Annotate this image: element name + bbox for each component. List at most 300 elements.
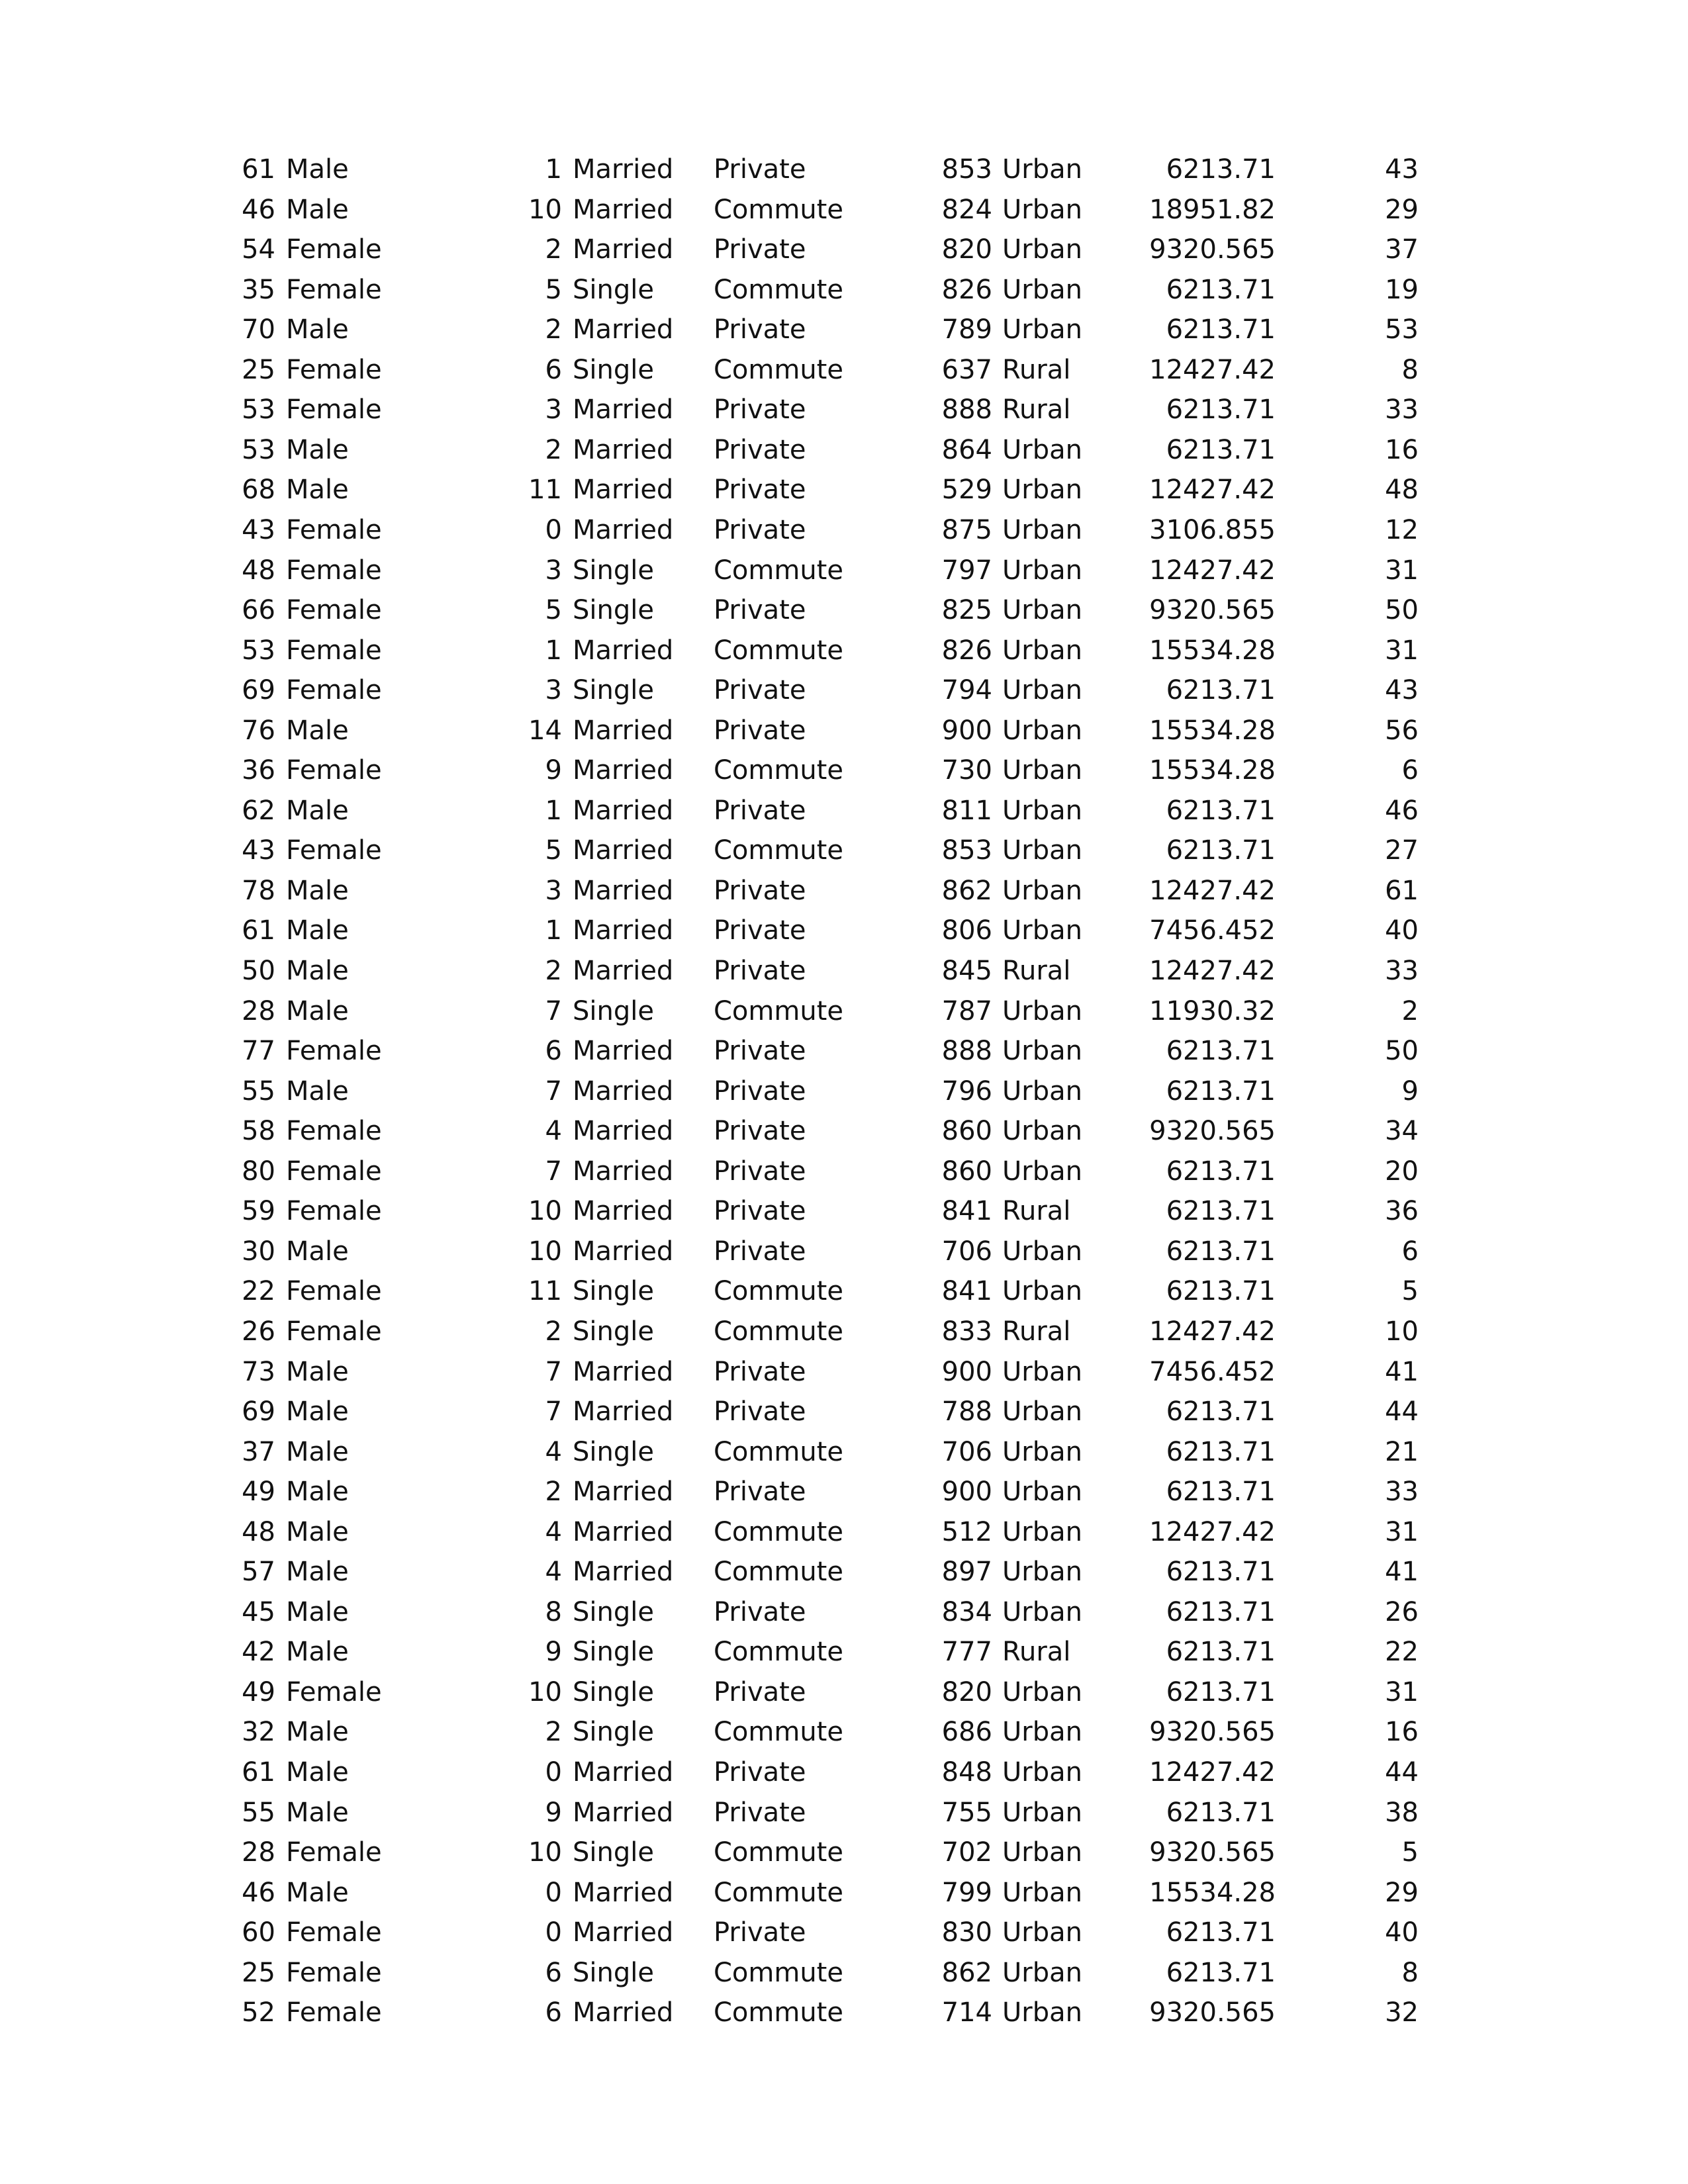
- gender-cell: Female: [286, 835, 382, 866]
- table-row: [0, 751, 1688, 791]
- table-row: [0, 1752, 1688, 1793]
- amount-cell: 6213.71: [1166, 1196, 1276, 1227]
- score-cell: 860: [941, 1116, 992, 1147]
- age-cell: 55: [242, 1797, 275, 1828]
- table-row: [0, 510, 1688, 551]
- age-cell: 54: [242, 234, 275, 265]
- marital-status-cell: Single: [573, 1957, 654, 1988]
- age-cell: 77: [242, 1036, 275, 1067]
- marital-status-cell: Married: [573, 835, 674, 866]
- amount-cell: 15534.28: [1149, 1877, 1276, 1908]
- amount-cell: 6213.71: [1166, 274, 1276, 305]
- age-cell: 49: [242, 1477, 275, 1508]
- marital-status-cell: Married: [573, 234, 674, 265]
- marital-status-cell: Married: [573, 915, 674, 946]
- score-cell: 900: [941, 1477, 992, 1508]
- score-cell: 706: [941, 1436, 992, 1467]
- years-cell: 7: [545, 995, 562, 1026]
- area-cell: Urban: [1002, 1837, 1082, 1868]
- amount-cell: 6213.71: [1166, 314, 1276, 345]
- area-cell: Urban: [1002, 715, 1082, 746]
- years-cell: 0: [545, 1877, 562, 1908]
- area-cell: Urban: [1002, 635, 1082, 666]
- table-row: [0, 831, 1688, 871]
- years-cell: 2: [545, 1717, 562, 1748]
- amount-cell: 18951.82: [1149, 194, 1276, 225]
- count-cell: 5: [1401, 1837, 1419, 1868]
- score-cell: 797: [941, 555, 992, 586]
- score-cell: 848: [941, 1757, 992, 1788]
- count-cell: 56: [1385, 715, 1419, 746]
- count-cell: 21: [1385, 1436, 1419, 1467]
- marital-status-cell: Married: [573, 1356, 674, 1387]
- table-row: [0, 991, 1688, 1032]
- count-cell: 16: [1385, 1717, 1419, 1748]
- table-row: [0, 310, 1688, 350]
- years-cell: 4: [545, 1116, 562, 1147]
- gender-cell: Female: [286, 394, 382, 426]
- area-cell: Urban: [1002, 1116, 1082, 1147]
- area-cell: Rural: [1002, 956, 1071, 986]
- amount-cell: 6213.71: [1166, 394, 1276, 426]
- area-cell: Urban: [1002, 194, 1082, 225]
- marital-status-cell: Married: [573, 875, 674, 906]
- area-cell: Urban: [1002, 1957, 1082, 1988]
- gender-cell: Male: [286, 1396, 349, 1428]
- gender-cell: Female: [286, 1997, 382, 2028]
- age-cell: 46: [242, 1877, 275, 1908]
- years-cell: 11: [528, 1276, 562, 1307]
- count-cell: 20: [1385, 1156, 1419, 1187]
- score-cell: 900: [941, 715, 992, 746]
- score-cell: 706: [941, 1236, 992, 1267]
- score-cell: 702: [941, 1837, 992, 1868]
- score-cell: 789: [941, 314, 992, 345]
- gender-cell: Female: [286, 354, 382, 385]
- age-cell: 48: [242, 1516, 275, 1547]
- marital-status-cell: Single: [573, 595, 654, 626]
- count-cell: 19: [1385, 274, 1419, 305]
- count-cell: 44: [1385, 1757, 1419, 1788]
- age-cell: 66: [242, 595, 275, 626]
- area-cell: Urban: [1002, 1477, 1082, 1508]
- count-cell: 38: [1385, 1797, 1419, 1828]
- transport-cell: Commute: [714, 1957, 843, 1988]
- table-row: [0, 711, 1688, 751]
- marital-status-cell: Married: [573, 1877, 674, 1908]
- amount-cell: 12427.42: [1149, 354, 1276, 385]
- score-cell: 888: [941, 394, 992, 426]
- count-cell: 31: [1385, 1516, 1419, 1547]
- gender-cell: Female: [286, 1957, 382, 1988]
- transport-cell: Private: [714, 1757, 806, 1788]
- amount-cell: 6213.71: [1166, 1477, 1276, 1508]
- gender-cell: Male: [286, 154, 349, 185]
- table-row: [0, 390, 1688, 430]
- marital-status-cell: Married: [573, 194, 674, 225]
- years-cell: 6: [545, 1036, 562, 1067]
- table-row: [0, 1271, 1688, 1312]
- years-cell: 10: [528, 1837, 562, 1868]
- count-cell: 53: [1385, 314, 1419, 345]
- years-cell: 7: [545, 1356, 562, 1387]
- transport-cell: Private: [714, 1676, 806, 1707]
- score-cell: 806: [941, 915, 992, 946]
- area-cell: Urban: [1002, 1516, 1082, 1547]
- marital-status-cell: Married: [573, 314, 674, 345]
- years-cell: 9: [545, 1797, 562, 1828]
- years-cell: 10: [528, 194, 562, 225]
- age-cell: 46: [242, 194, 275, 225]
- score-cell: 730: [941, 755, 992, 786]
- score-cell: 875: [941, 514, 992, 545]
- marital-status-cell: Married: [573, 394, 674, 426]
- count-cell: 33: [1385, 956, 1419, 986]
- years-cell: 1: [545, 795, 562, 826]
- years-cell: 7: [545, 1075, 562, 1107]
- age-cell: 69: [242, 1396, 275, 1428]
- area-cell: Urban: [1002, 1436, 1082, 1467]
- age-cell: 53: [242, 434, 275, 465]
- marital-status-cell: Married: [573, 755, 674, 786]
- years-cell: 2: [545, 314, 562, 345]
- area-cell: Urban: [1002, 1757, 1082, 1788]
- transport-cell: Commute: [714, 1997, 843, 2028]
- table-row: [0, 230, 1688, 270]
- area-cell: Urban: [1002, 1356, 1082, 1387]
- score-cell: 686: [941, 1717, 992, 1748]
- area-cell: Urban: [1002, 675, 1082, 706]
- area-cell: Urban: [1002, 1997, 1082, 2028]
- amount-cell: 3106.855: [1149, 514, 1276, 545]
- transport-cell: Private: [714, 675, 806, 706]
- area-cell: Urban: [1002, 314, 1082, 345]
- age-cell: 43: [242, 835, 275, 866]
- amount-cell: 6213.71: [1166, 1276, 1276, 1307]
- score-cell: 841: [941, 1196, 992, 1227]
- age-cell: 53: [242, 394, 275, 426]
- amount-cell: 11930.32: [1149, 995, 1276, 1026]
- area-cell: Urban: [1002, 1797, 1082, 1828]
- score-cell: 834: [941, 1596, 992, 1627]
- area-cell: Urban: [1002, 795, 1082, 826]
- score-cell: 826: [941, 635, 992, 666]
- marital-status-cell: Single: [573, 1637, 654, 1668]
- years-cell: 0: [545, 514, 562, 545]
- transport-cell: Private: [714, 475, 806, 506]
- score-cell: 888: [941, 1036, 992, 1067]
- amount-cell: 12427.42: [1149, 1757, 1276, 1788]
- count-cell: 31: [1385, 635, 1419, 666]
- age-cell: 68: [242, 475, 275, 506]
- score-cell: 637: [941, 354, 992, 385]
- marital-status-cell: Single: [573, 1717, 654, 1748]
- age-cell: 26: [242, 1316, 275, 1347]
- age-cell: 42: [242, 1637, 275, 1668]
- amount-cell: 6213.71: [1166, 1396, 1276, 1428]
- table-row: [0, 551, 1688, 591]
- transport-cell: Private: [714, 795, 806, 826]
- count-cell: 48: [1385, 475, 1419, 506]
- score-cell: 897: [941, 1557, 992, 1588]
- transport-cell: Private: [714, 1396, 806, 1428]
- gender-cell: Male: [286, 314, 349, 345]
- area-cell: Urban: [1002, 234, 1082, 265]
- gender-cell: Female: [286, 1276, 382, 1307]
- transport-cell: Commute: [714, 1717, 843, 1748]
- transport-cell: Private: [714, 1116, 806, 1147]
- area-cell: Urban: [1002, 995, 1082, 1026]
- amount-cell: 7456.452: [1149, 915, 1276, 946]
- marital-status-cell: Single: [573, 1436, 654, 1467]
- marital-status-cell: Single: [573, 995, 654, 1026]
- years-cell: 4: [545, 1557, 562, 1588]
- marital-status-cell: Single: [573, 354, 654, 385]
- score-cell: 714: [941, 1997, 992, 2028]
- count-cell: 6: [1401, 755, 1419, 786]
- amount-cell: 12427.42: [1149, 1516, 1276, 1547]
- transport-cell: Private: [714, 1596, 806, 1627]
- amount-cell: 6213.71: [1166, 1236, 1276, 1267]
- score-cell: 820: [941, 234, 992, 265]
- amount-cell: 9320.565: [1149, 1997, 1276, 2028]
- gender-cell: Male: [286, 1477, 349, 1508]
- marital-status-cell: Married: [573, 1557, 674, 1588]
- count-cell: 44: [1385, 1396, 1419, 1428]
- area-cell: Urban: [1002, 475, 1082, 506]
- area-cell: Urban: [1002, 755, 1082, 786]
- years-cell: 9: [545, 755, 562, 786]
- transport-cell: Private: [714, 314, 806, 345]
- transport-cell: Commute: [714, 555, 843, 586]
- age-cell: 76: [242, 715, 275, 746]
- years-cell: 1: [545, 635, 562, 666]
- count-cell: 36: [1385, 1196, 1419, 1227]
- count-cell: 31: [1385, 555, 1419, 586]
- marital-status-cell: Married: [573, 154, 674, 185]
- area-cell: Urban: [1002, 1236, 1082, 1267]
- gender-cell: Male: [286, 875, 349, 906]
- area-cell: Urban: [1002, 1877, 1082, 1908]
- years-cell: 10: [528, 1236, 562, 1267]
- count-cell: 22: [1385, 1637, 1419, 1668]
- amount-cell: 9320.565: [1149, 1116, 1276, 1147]
- score-cell: 853: [941, 154, 992, 185]
- years-cell: 0: [545, 1917, 562, 1948]
- gender-cell: Male: [286, 956, 349, 986]
- gender-cell: Female: [286, 675, 382, 706]
- age-cell: 48: [242, 555, 275, 586]
- gender-cell: Female: [286, 234, 382, 265]
- area-cell: Rural: [1002, 394, 1071, 426]
- age-cell: 50: [242, 956, 275, 986]
- area-cell: Urban: [1002, 1156, 1082, 1187]
- gender-cell: Female: [286, 1156, 382, 1187]
- gender-cell: Male: [286, 194, 349, 225]
- score-cell: 864: [941, 434, 992, 465]
- amount-cell: 6213.71: [1166, 1156, 1276, 1187]
- years-cell: 11: [528, 475, 562, 506]
- area-cell: Urban: [1002, 1276, 1082, 1307]
- age-cell: 80: [242, 1156, 275, 1187]
- gender-cell: Male: [286, 795, 349, 826]
- age-cell: 35: [242, 274, 275, 305]
- score-cell: 787: [941, 995, 992, 1026]
- years-cell: 3: [545, 555, 562, 586]
- table-row: [0, 470, 1688, 510]
- table-row: [0, 1312, 1688, 1352]
- amount-cell: 6213.71: [1166, 1436, 1276, 1467]
- years-cell: 4: [545, 1436, 562, 1467]
- table-row: [0, 1793, 1688, 1833]
- transport-cell: Private: [714, 1477, 806, 1508]
- area-cell: Urban: [1002, 1676, 1082, 1707]
- amount-cell: 6213.71: [1166, 1676, 1276, 1707]
- gender-cell: Male: [286, 715, 349, 746]
- score-cell: 860: [941, 1156, 992, 1187]
- gender-cell: Male: [286, 1596, 349, 1627]
- table-row: [0, 1352, 1688, 1392]
- marital-status-cell: Married: [573, 1156, 674, 1187]
- gender-cell: Male: [286, 1516, 349, 1547]
- gender-cell: Male: [286, 1075, 349, 1107]
- years-cell: 1: [545, 915, 562, 946]
- transport-cell: Commute: [714, 1877, 843, 1908]
- amount-cell: 6213.71: [1166, 1036, 1276, 1067]
- gender-cell: Male: [286, 995, 349, 1026]
- table-row: [0, 590, 1688, 631]
- transport-cell: Private: [714, 234, 806, 265]
- gender-cell: Female: [286, 595, 382, 626]
- gender-cell: Female: [286, 1116, 382, 1147]
- count-cell: 9: [1401, 1075, 1419, 1107]
- marital-status-cell: Married: [573, 635, 674, 666]
- transport-cell: Commute: [714, 1557, 843, 1588]
- age-cell: 59: [242, 1196, 275, 1227]
- age-cell: 28: [242, 995, 275, 1026]
- score-cell: 512: [941, 1516, 992, 1547]
- table-row: [0, 631, 1688, 671]
- area-cell: Urban: [1002, 555, 1082, 586]
- age-cell: 43: [242, 514, 275, 545]
- table-row: [0, 1512, 1688, 1553]
- age-cell: 58: [242, 1116, 275, 1147]
- marital-status-cell: Married: [573, 715, 674, 746]
- transport-cell: Commute: [714, 835, 843, 866]
- age-cell: 60: [242, 1917, 275, 1948]
- area-cell: Urban: [1002, 1036, 1082, 1067]
- years-cell: 9: [545, 1637, 562, 1668]
- table-row: [0, 1913, 1688, 1953]
- transport-cell: Private: [714, 1797, 806, 1828]
- transport-cell: Private: [714, 956, 806, 986]
- gender-cell: Female: [286, 1316, 382, 1347]
- table-row: [0, 1953, 1688, 1993]
- count-cell: 46: [1385, 795, 1419, 826]
- transport-cell: Private: [714, 1075, 806, 1107]
- marital-status-cell: Married: [573, 1116, 674, 1147]
- marital-status-cell: Single: [573, 555, 654, 586]
- marital-status-cell: Married: [573, 1997, 674, 2028]
- table-row: [0, 190, 1688, 230]
- years-cell: 2: [545, 956, 562, 986]
- area-cell: Rural: [1002, 1316, 1071, 1347]
- transport-cell: Commute: [714, 995, 843, 1026]
- score-cell: 824: [941, 194, 992, 225]
- area-cell: Urban: [1002, 835, 1082, 866]
- amount-cell: 6213.71: [1166, 1957, 1276, 1988]
- years-cell: 2: [545, 1477, 562, 1508]
- years-cell: 3: [545, 675, 562, 706]
- table-row: [0, 1392, 1688, 1432]
- amount-cell: 12427.42: [1149, 956, 1276, 986]
- score-cell: 794: [941, 675, 992, 706]
- count-cell: 29: [1385, 194, 1419, 225]
- age-cell: 25: [242, 1957, 275, 1988]
- amount-cell: 12427.42: [1149, 555, 1276, 586]
- years-cell: 1: [545, 154, 562, 185]
- gender-cell: Female: [286, 1196, 382, 1227]
- amount-cell: 7456.452: [1149, 1356, 1276, 1387]
- table-row: [0, 1031, 1688, 1071]
- amount-cell: 9320.565: [1149, 234, 1276, 265]
- score-cell: 830: [941, 1917, 992, 1948]
- score-cell: 862: [941, 875, 992, 906]
- age-cell: 57: [242, 1557, 275, 1588]
- marital-status-cell: Married: [573, 1236, 674, 1267]
- transport-cell: Private: [714, 434, 806, 465]
- count-cell: 8: [1401, 354, 1419, 385]
- gender-cell: Female: [286, 1837, 382, 1868]
- marital-status-cell: Married: [573, 1917, 674, 1948]
- marital-status-cell: Married: [573, 956, 674, 986]
- count-cell: 61: [1385, 875, 1419, 906]
- marital-status-cell: Single: [573, 1596, 654, 1627]
- count-cell: 31: [1385, 1676, 1419, 1707]
- score-cell: 833: [941, 1316, 992, 1347]
- score-cell: 777: [941, 1637, 992, 1668]
- amount-cell: 6213.71: [1166, 154, 1276, 185]
- score-cell: 820: [941, 1676, 992, 1707]
- area-cell: Urban: [1002, 875, 1082, 906]
- amount-cell: 6213.71: [1166, 675, 1276, 706]
- count-cell: 41: [1385, 1557, 1419, 1588]
- gender-cell: Female: [286, 1676, 382, 1707]
- count-cell: 2: [1401, 995, 1419, 1026]
- gender-cell: Female: [286, 755, 382, 786]
- marital-status-cell: Married: [573, 795, 674, 826]
- area-cell: Urban: [1002, 1917, 1082, 1948]
- table-row: [0, 1873, 1688, 1913]
- table-row: [0, 1632, 1688, 1672]
- age-cell: 61: [242, 915, 275, 946]
- table-row: [0, 1552, 1688, 1592]
- years-cell: 5: [545, 595, 562, 626]
- amount-cell: 9320.565: [1149, 1837, 1276, 1868]
- transport-cell: Private: [714, 1196, 806, 1227]
- table-row: [0, 1152, 1688, 1192]
- count-cell: 5: [1401, 1276, 1419, 1307]
- amount-cell: 6213.71: [1166, 1917, 1276, 1948]
- gender-cell: Female: [286, 514, 382, 545]
- years-cell: 6: [545, 1957, 562, 1988]
- years-cell: 3: [545, 875, 562, 906]
- gender-cell: Male: [286, 1877, 349, 1908]
- area-cell: Urban: [1002, 434, 1082, 465]
- score-cell: 825: [941, 595, 992, 626]
- age-cell: 61: [242, 154, 275, 185]
- gender-cell: Male: [286, 915, 349, 946]
